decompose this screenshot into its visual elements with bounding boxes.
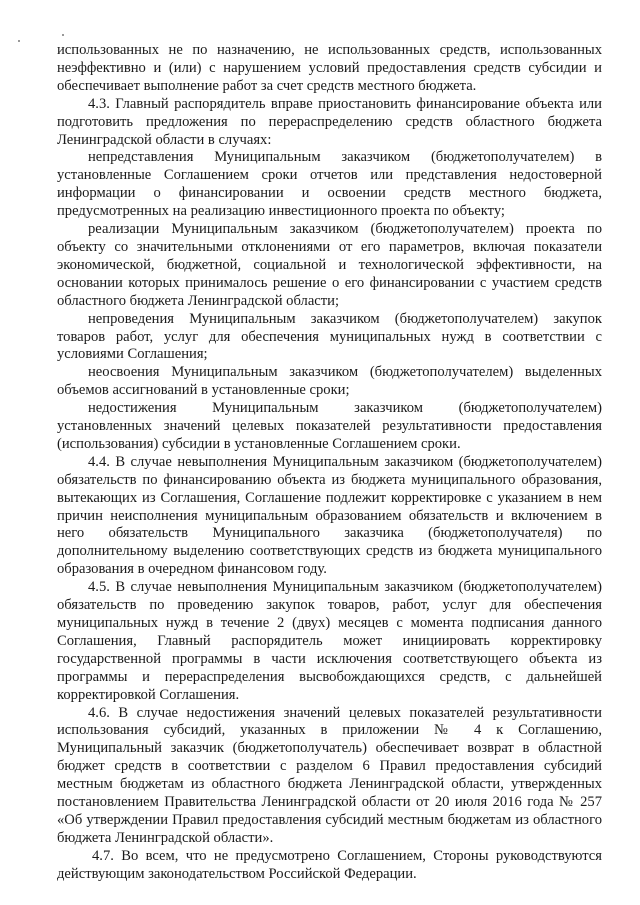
list-item-deviations: реализации Муниципальным заказчиком (бюджетополучателем) проекта по объекту со значительными отклонениями от его параметров, включая показатели экономической, бюджетной, социальной и технологической эффективности, на основании которых принималось решение о его финансировании с участием средств областного бюджета Ленинградской области; [57,221,602,309]
scan-speck [62,34,64,36]
paragraph-4-7: 4.7. Во всем, что не предусмотрено Соглашением, Стороны руководствуются действующим законодательством Российской Федерации. [57,847,602,882]
document-body [57,42,602,884]
paragraph-4-5: 4.5. В случае невыполнения Муниципальным заказчиком (бюджетополучателем) обязательств по проведению закупок товаров, работ, услуг для обеспечения муниципальных нужд в течение 2 (двух) месяцев с момента подписания данного Соглашения, Главный распорядитель может инициировать корректировку государственной программы в части исключения соответствующего объекта из программы и перераспределения высвобождающихся средств, с дальнейшей корректировкой Соглашения. [57,579,602,703]
paragraph-4-4: 4.4. В случае невыполнения Муниципальным заказчиком (бюджетополучателем) обязательств по финансированию объекта из бюджета муниципального образования, вытекающих из Соглашения, Соглашение подлежит корректировке с указанием в нем причин неисполнения муниципальным образованием обязательств и включением в него обязательств Муниципального заказчика (бюджетополучателя) по дополнительному выделению соответствующих средств из бюджета муниципального образования в очередном финансовом году. [57,453,602,578]
list-item-reports: непредставления Муниципальным заказчиком (бюджетополучателем) в установленные Соглашением сроки отчетов или представления недостоверной информации о финансировании и освоении средств местного бюджета, предусмотренных на реализацию инвестиционного проекта по объекту; [57,149,602,220]
list-item-allocations: неосвоения Муниципальным заказчиком (бюджетополучателем) выделенных объемов ассигнований в установленные сроки; [57,364,602,399]
list-item-procurement: непроведения Муниципальным заказчиком (бюджетополучателем) закупок товаров работ, услуг для обеспечения муниципальных нужд в соответствии с условиями Соглашения; [57,310,602,363]
paragraph-continuation: использованных не по назначению, не использованных средств, использованных неэффективно и (или) с нарушением условий предоставления средств субсидии и обеспечивает выполнение работ за счет средств местного бюджета. [57,42,602,94]
list-item-indicators: недостижения Муниципальным заказчиком (бюджетополучателем) установленных значений целевых показателей результативности предоставления (использования) субсидии в установленные Соглашением сроки. [57,400,602,452]
paragraph-4-6: 4.6. В случае недостижения значений целевых показателей результативности использования субсидий, указанных в приложении № 4 к Соглашению, Муниципальный заказчик (бюджетополучатель) обеспечивает возврат в областной бюджет средств в соответствии с разделом 6 Правил предоставления субсидий местным бюджетам из областного бюджета Ленинградской области, утвержденных постановлением Правительства Ленинградской области от 20 июля 2016 года № 257 «Об утверждении Правил предоставления субсидий местным бюджетам из областного бюджета Ленинградской области». [57,704,602,846]
paragraph-4-3: 4.3. Главный распорядитель вправе приостановить финансирование объекта или подготовить предложения по перераспределению средств областного бюджета Ленинградской области в случаях: [57,95,602,148]
scan-speck [18,40,20,42]
